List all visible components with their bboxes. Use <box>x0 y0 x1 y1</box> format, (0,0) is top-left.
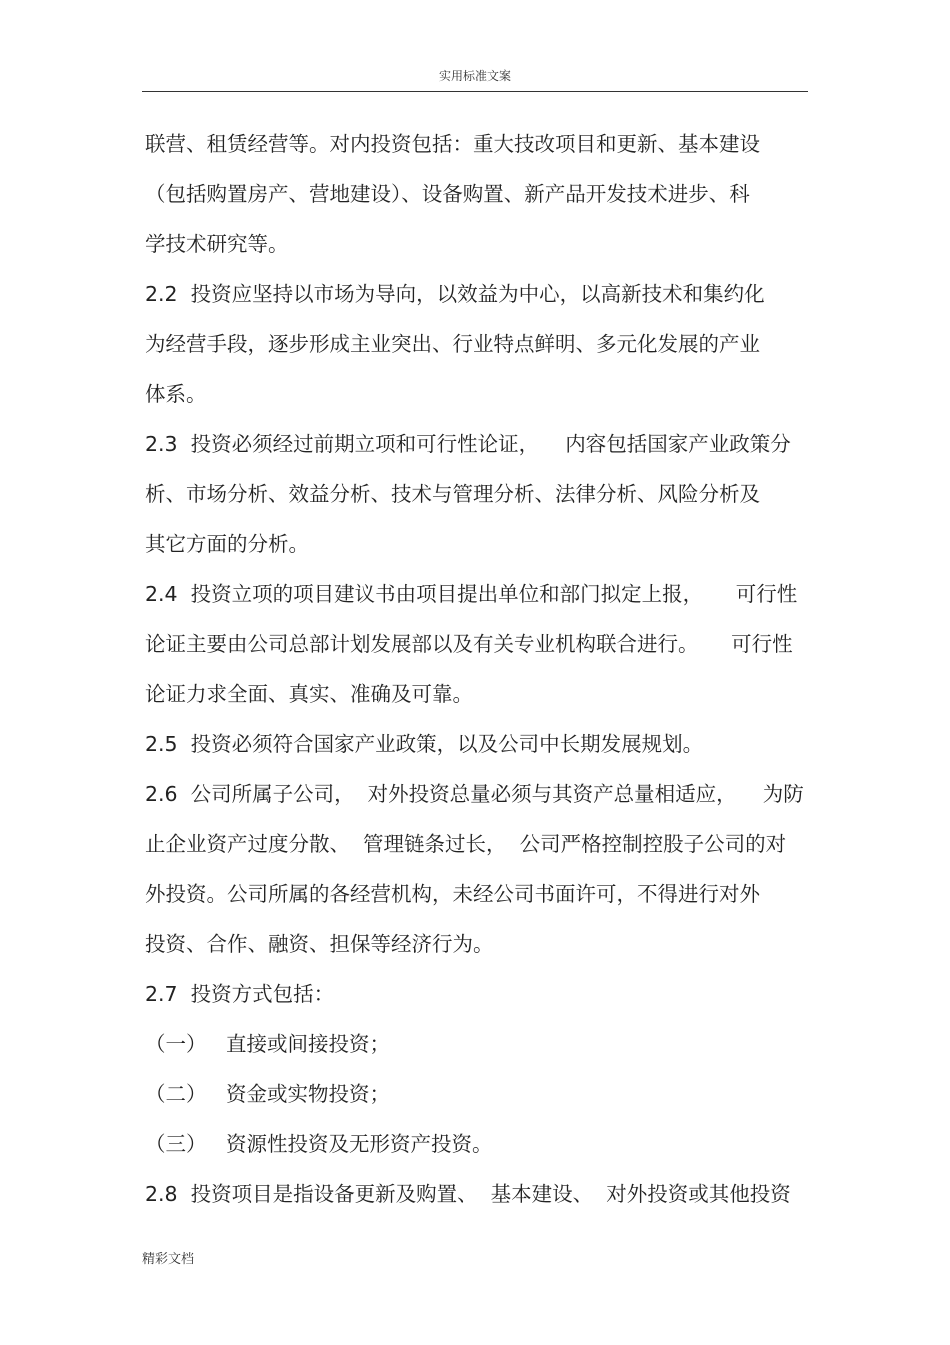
body-line: 其它方面的分析。 <box>145 532 309 556</box>
body-line: 止企业资产过度分散、 管理链条过长， 公司严格控制控股子公司的对 <box>145 832 787 856</box>
body-line: 体系。 <box>145 382 207 406</box>
body-line: 联营、租赁经营等。对内投资包括：重大技改项目和更新、基本建设 <box>145 132 760 156</box>
body-line: 为经营手段，逐步形成主业突出、行业特点鲜明、多元化发展的产业 <box>145 332 760 356</box>
page-header-title: 实用标准文案 <box>438 69 511 83</box>
page-footer-label: 精彩文档 <box>142 1252 195 1267</box>
body-line: 2.3 投资必须经过前期立项和可行性论证， 内容包括国家产业政策分 <box>145 432 791 456</box>
body-line: 学技术研究等。 <box>145 232 289 256</box>
body-line: 投资、合作、融资、担保等经济行为。 <box>145 932 494 956</box>
body-line: 2.4 投资立项的项目建议书由项目提出单位和部门拟定上报， 可行性 <box>145 582 798 606</box>
body-line: 论证力求全面、真实、准确及可靠。 <box>145 682 473 706</box>
body-line: 论证主要由公司总部计划发展部以及有关专业机构联合进行。 可行性 <box>145 632 793 656</box>
body-line: 2.2 投资应坚持以市场为导向，以效益为中心，以高新技术和集约化 <box>145 282 765 306</box>
body-line: 2.6 公司所属子公司， 对外投资总量必须与其资产总量相适应， 为防 <box>145 782 804 806</box>
body-line: 2.8 投资项目是指设备更新及购置、 基本建设、 对外投资或其他投资 <box>145 1182 791 1206</box>
body-line: 外投资。公司所属的各经营机构，未经公司书面许可，不得进行对外 <box>145 882 760 906</box>
body-line: 2.5 投资必须符合国家产业政策，以及公司中长期发展规划。 <box>145 732 704 756</box>
list-item: （二） 资金或实物投资； <box>145 1082 391 1106</box>
list-item: （三） 资源性投资及无形资产投资。 <box>145 1132 493 1156</box>
body-line: （包括购置房产、营地建设）、设备购置、新产品开发技术进步、科 <box>145 182 750 206</box>
header-divider <box>142 91 808 92</box>
body-line: 2.7 投资方式包括： <box>145 982 335 1006</box>
list-item: （一） 直接或间接投资； <box>145 1032 391 1056</box>
body-line: 析、市场分析、效益分析、技术与管理分析、法律分析、风险分析及 <box>145 482 760 506</box>
